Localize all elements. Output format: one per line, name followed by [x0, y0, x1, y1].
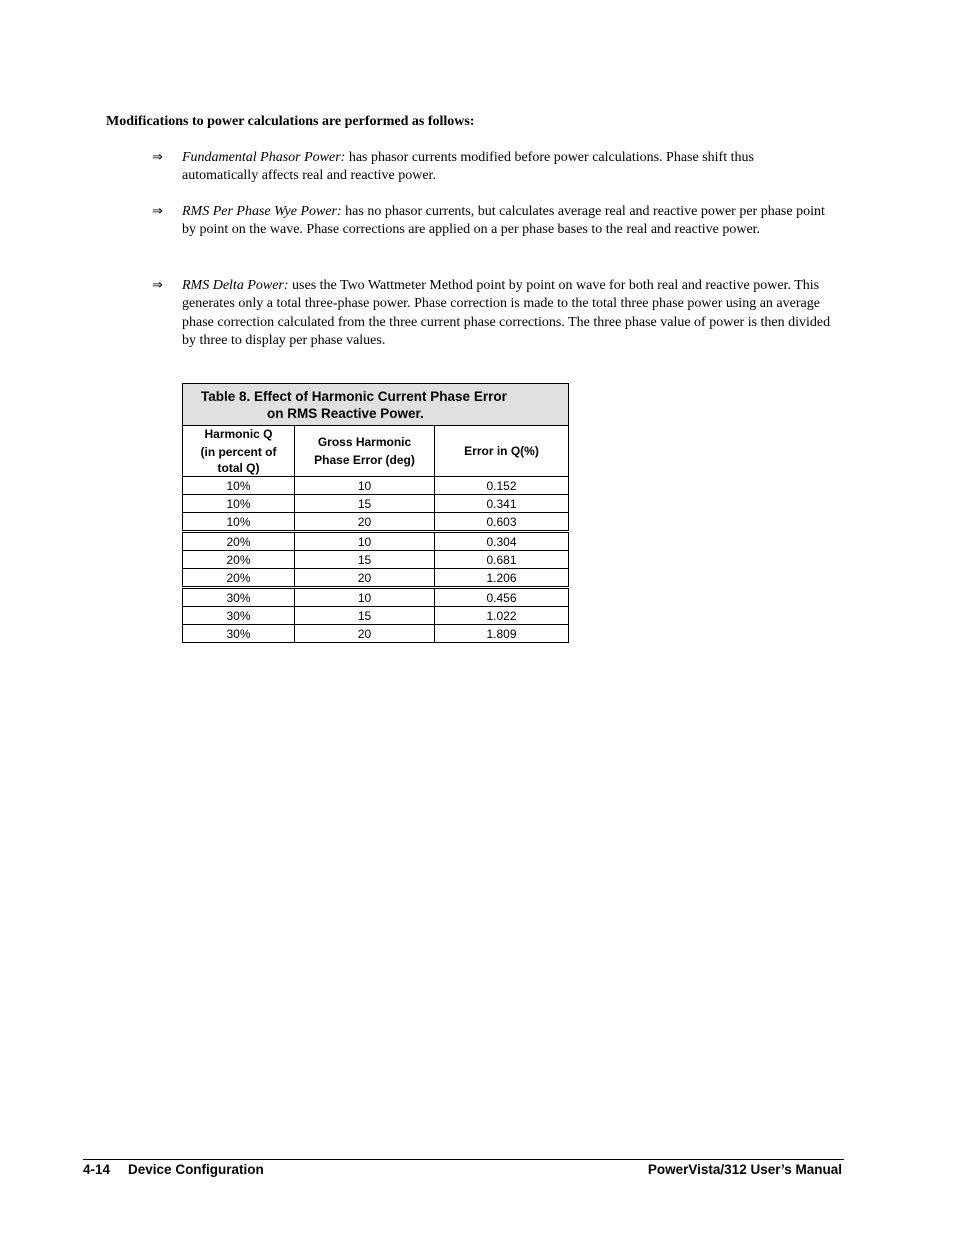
section-heading: Modifications to power calculations are performed as follows:: [106, 114, 475, 129]
table-row: 20% 20 1.206: [183, 569, 569, 588]
table-row: 30% 10 0.456: [183, 588, 569, 607]
bullet-rms-delta-power: [152, 277, 832, 351]
bullet-text: uses the Two Wattmeter Method point by point on wave for both real and reactive power. This generates only a total three-phase power. Phase correction is made to the total three phase power using an average phase correction calculated from the three current phase corrections. The three phase value of power is then divided by three to display per phase values.: [182, 278, 831, 349]
bullet-term: RMS Per Phase Wye Power:: [182, 204, 342, 219]
implies-arrow-icon: ⇒: [152, 204, 163, 219]
bullet-text: has phasor currents modified before power calculations. Phase shift thus automatically affects real and reactive power.: [182, 150, 754, 184]
table-caption: [183, 384, 569, 426]
bullet-fundamental-phasor-power: [152, 149, 832, 186]
bullet-rms-per-phase-wye-power: [152, 203, 832, 240]
table-row: 30% 15 1.022: [183, 607, 569, 625]
table-row: 20% 10 0.304: [183, 532, 569, 551]
column-header-harmonic-q: Harmonic Q (in percent of total Q): [183, 426, 295, 477]
table-caption-line1: Table 8. Effect of Harmonic Current Phase Error: [201, 388, 507, 404]
footer-divider: [83, 1159, 844, 1160]
page-number: 4-14: [83, 1162, 111, 1177]
footer-manual-title: PowerVista/312 User’s Manual: [647, 1162, 842, 1177]
implies-arrow-icon: ⇒: [152, 150, 163, 165]
table-row: 10% 15 0.341: [183, 495, 569, 513]
harmonic-error-table: [182, 383, 569, 643]
table-caption-line2: on RMS Reactive Power.: [267, 405, 424, 421]
implies-arrow-icon: ⇒: [152, 278, 163, 293]
footer-section: Device Configuration: [128, 1162, 264, 1177]
bullet-term: RMS Delta Power:: [182, 278, 289, 293]
bullet-term: Fundamental Phasor Power:: [182, 150, 346, 165]
column-header-phase-error: Gross Harmonic Phase Error (deg): [295, 426, 435, 477]
table-row: 30% 20 1.809: [183, 625, 569, 643]
table-row: 20% 15 0.681: [183, 551, 569, 569]
column-header-error-q: Error in Q(%): [435, 426, 569, 477]
table-row: 10% 20 0.603: [183, 513, 569, 532]
table-row: 10% 10 0.152: [183, 477, 569, 495]
bullet-text: has no phasor currents, but calculates average real and reactive power per phase point by point on the wave. Phase corrections are applied on a per phase bases to the real and reactive power.: [182, 204, 825, 238]
footer-left: [83, 1162, 264, 1177]
